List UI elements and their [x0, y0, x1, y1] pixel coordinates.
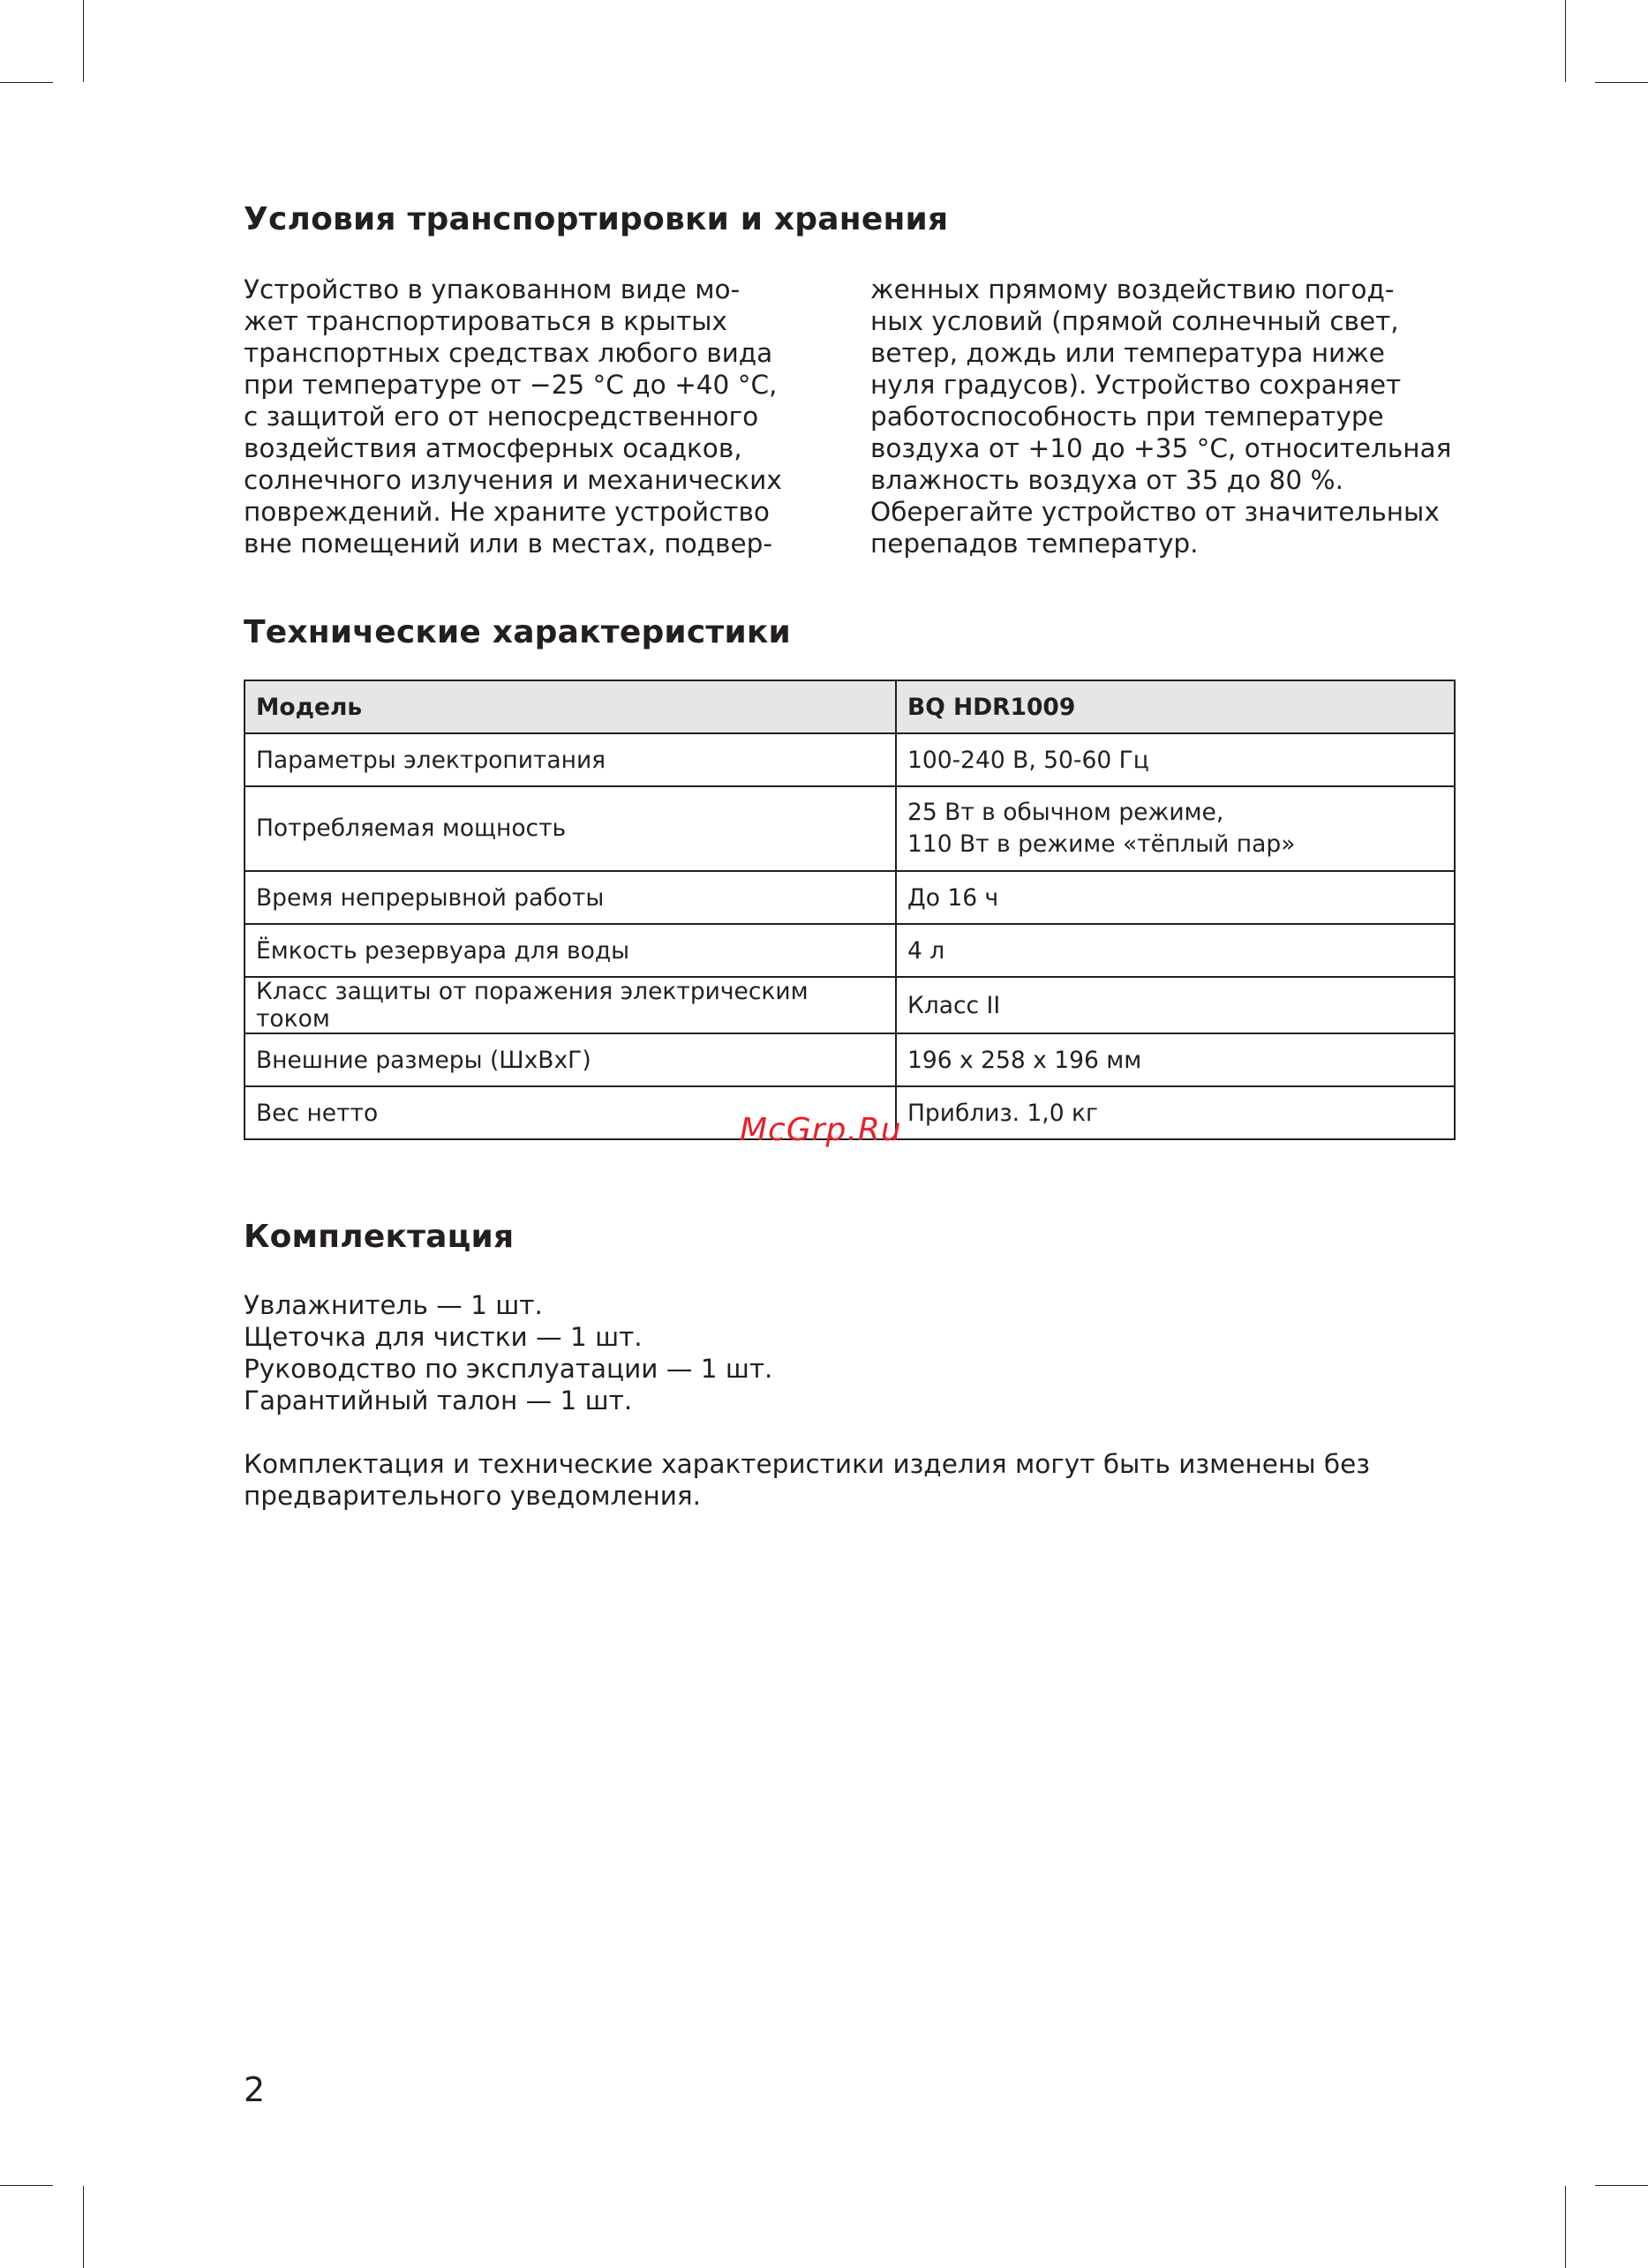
- watermark: McGrp.Ru: [740, 1112, 902, 1148]
- crop-mark: [83, 2186, 84, 2268]
- table-row: [245, 733, 1455, 786]
- crop-mark: [83, 0, 84, 82]
- table-row: [245, 786, 1455, 871]
- package-list: [244, 1289, 772, 1416]
- table-cell-label: Потребляемая мощность: [245, 786, 896, 871]
- table-cell-label: Класс защиты от поражения электрическим током: [245, 977, 896, 1033]
- table-cell-value: 4 л: [896, 924, 1455, 977]
- table-cell-value: 100-240 В, 50-60 Гц: [896, 733, 1455, 786]
- transport-text-col2: женных прямому воздействию погод- ных условий (прямой солнечный свет, ветер, дождь или температура ниже нуля градусов). Устройство сохраняет работоспособность при температуре воздуха от +10 до +35 °C, относительная влажность воздуха от 35 до 80 %. Оберегайте устройство от значительных перепадов температур.: [870, 274, 1452, 559]
- specs-table: [244, 680, 1456, 1140]
- table-row: [245, 924, 1455, 977]
- list-item: Гарантийный талон — 1 шт.: [244, 1386, 633, 1416]
- list-item: Руководство по эксплуатации — 1 шт.: [244, 1354, 773, 1384]
- table-cell-value: Класс II: [896, 977, 1455, 1033]
- table-row: [245, 977, 1455, 1033]
- page-number: 2: [244, 2070, 266, 2109]
- transport-text-col1: Устройство в упакованном виде мо- жет транспортироваться в крытых транспортных средствах любого вида при температуре от −25 °C до +40 °C, с защитой его от непосредственного воздействия атмосферных осадков, солнечного излучения и механических повреждений. Не храните устройство вне помещений или в местах, подвер-: [244, 274, 782, 559]
- crop-mark: [0, 82, 53, 83]
- crop-mark: [1565, 2186, 1566, 2268]
- list-item: Увлажнитель — 1 шт.: [244, 1290, 543, 1320]
- table-row: [245, 871, 1455, 924]
- table-cell-value: 196 x 258 x 196 мм: [896, 1033, 1455, 1086]
- list-item: Щеточка для чистки — 1 шт.: [244, 1322, 643, 1352]
- table-cell-value: Приблиз. 1,0 кг: [896, 1086, 1455, 1139]
- package-heading: Комплектация: [244, 1219, 515, 1255]
- table-header-row: [245, 680, 1455, 733]
- table-header-cell: BQ HDR1009: [896, 680, 1455, 733]
- specs-heading: Технические характеристики: [244, 614, 791, 650]
- package-note: Комплектация и технические характеристики изделия могут быть изменены без предварительного уведомления.: [244, 1449, 1370, 1511]
- table-row: [245, 1033, 1455, 1086]
- table-cell-value: 25 Вт в обычном режиме, 110 Вт в режиме «тёплый пар»: [896, 786, 1455, 871]
- table-cell-label: Время непрерывной работы: [245, 871, 896, 924]
- crop-mark: [1595, 2185, 1648, 2186]
- transport-heading: Условия транспортировки и хранения: [244, 201, 949, 237]
- table-cell-label: Вес нетто: [245, 1086, 896, 1139]
- crop-mark: [1565, 0, 1566, 82]
- table-cell-label: Параметры электропитания: [245, 733, 896, 786]
- table-cell-value: До 16 ч: [896, 871, 1455, 924]
- table-header-cell: Модель: [245, 680, 896, 733]
- crop-mark: [0, 2185, 53, 2186]
- crop-mark: [1595, 82, 1648, 83]
- table-cell-label: Внешние размеры (ШxВxГ): [245, 1033, 896, 1086]
- table-cell-label: Ёмкость резервуара для воды: [245, 924, 896, 977]
